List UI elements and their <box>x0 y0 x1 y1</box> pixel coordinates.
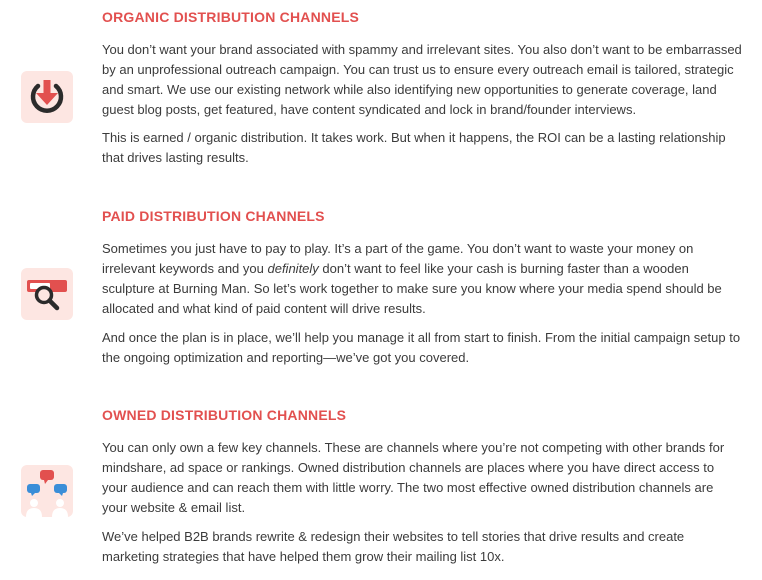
paid-paragraph-1-before: Sometimes you just have to pay to play. It’s a part of the game. You don’t want to waste your money on irrelevant keywords and you <box>102 241 694 276</box>
owned-paragraph-1: You can only own a few key channels. These are channels where you’re not competing with other brands for mindshare, ad space or rankings. Owned distribution channels are places where you have direct access to your audience and can reach them with little worry. The two most effective owned distribution channels are your website & email list. <box>102 440 725 515</box>
download-power-icon <box>21 71 73 123</box>
organic-paragraph-1: You don’t want your brand associated with spammy and irrelevant sites. You also don’t want to be embarrassed by an unprofessional outreach campaign. You can trust us to ensure every outreach email is tailored, strategic and smart. We use our existing network while also identifying new opportunities to generate coverage, land guest blog posts, get featured, have content syndicated and lock in brand/founder interviews. <box>102 42 742 117</box>
owned-heading: OWNED DISTRIBUTION CHANNELS <box>102 407 347 423</box>
organic-heading: ORGANIC DISTRIBUTION CHANNELS <box>102 9 360 25</box>
organic-paragraph-2: This is earned / organic distribution. It takes work. But when it happens, the ROI can be a lasting relationship that drives lasting results. <box>102 130 726 165</box>
search-bar-icon <box>21 268 73 320</box>
paid-paragraph-1-after: don’t want to feel like your cash is burning faster than a wooden sculpture at Burning Man. So let’s work together to make sure you know where your media spend should be allocated and what kind of paid content will drive results. <box>102 261 722 316</box>
owned-paragraph-2: We’ve helped B2B brands rewrite & redesign their websites to tell stories that drive results and create marketing strategies that have helped them grow their mailing list 10x. <box>102 529 685 564</box>
chat-people-icon <box>21 465 73 517</box>
paid-paragraph-2: And once the plan is in place, we’ll help you manage it all from start to finish. From the initial campaign setup to the ongoing optimization and reporting—we’ve got you covered. <box>102 330 741 365</box>
paid-paragraph-1 <box>102 239 742 319</box>
paid-heading: PAID DISTRIBUTION CHANNELS <box>102 208 325 224</box>
paid-paragraph-1-emphasis: definitely <box>267 261 319 276</box>
